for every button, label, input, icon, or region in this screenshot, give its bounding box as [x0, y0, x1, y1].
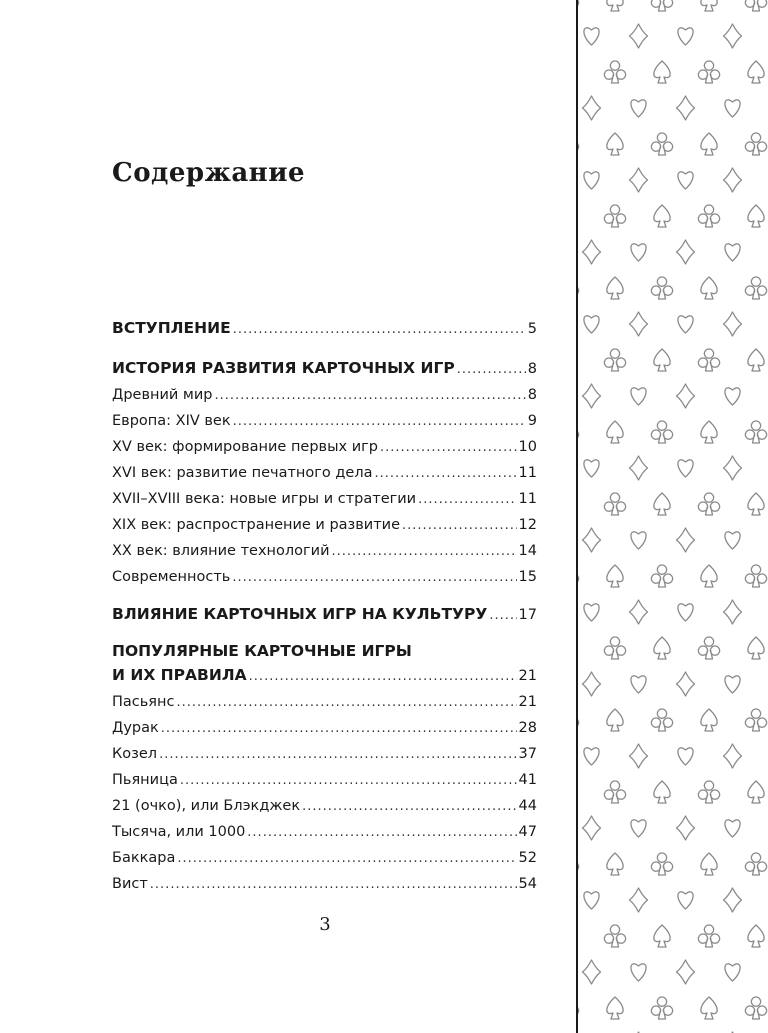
- toc-page-number: 54: [518, 876, 537, 892]
- toc-leader: [374, 464, 516, 484]
- toc-page-number: 47: [518, 824, 537, 840]
- spade-icon: [607, 997, 623, 1019]
- toc-label: XVI век: развитие печатного дела: [112, 465, 373, 481]
- club-icon: [745, 421, 766, 443]
- club-icon: [604, 493, 625, 515]
- heart-icon: [631, 820, 646, 837]
- toc-label: ВЛИЯНИЕ КАРТОЧНЫХ ИГР НА КУЛЬТУРУ: [112, 605, 488, 623]
- toc-entry[interactable]: [112, 744, 537, 764]
- toc-page-number: 52: [518, 850, 537, 866]
- heart-icon: [725, 676, 740, 693]
- toc-leader: [233, 320, 526, 340]
- toc-entry[interactable]: [112, 718, 537, 738]
- diamond-icon: [724, 456, 742, 480]
- heart-icon: [678, 748, 693, 765]
- spade-icon: [607, 421, 623, 443]
- club-icon: [604, 205, 625, 227]
- toc-entry-history[interactable]: [112, 358, 537, 378]
- spade-icon: [748, 493, 764, 515]
- diamond-icon: [724, 888, 742, 912]
- spade-icon: [748, 61, 764, 83]
- spade-icon: [701, 277, 717, 299]
- club-icon: [578, 421, 579, 443]
- diamond-icon: [583, 96, 601, 120]
- toc-page-number: 8: [527, 387, 537, 403]
- club-icon: [698, 493, 719, 515]
- diamond-icon: [630, 168, 648, 192]
- heart-icon: [725, 820, 740, 837]
- toc-label-line1: ПОПУЛЯРНЫЕ КАРТОЧНЫЕ ИГРЫ: [112, 642, 412, 660]
- diamond-icon: [677, 96, 695, 120]
- toc-label: Древний мир: [112, 387, 213, 403]
- toc-leader: [233, 412, 526, 432]
- club-icon: [745, 709, 766, 731]
- card-suit-pattern: [578, 0, 768, 1033]
- toc-leader: [380, 438, 517, 458]
- heart-icon: [631, 100, 646, 117]
- spade-icon: [654, 349, 670, 371]
- club-icon: [651, 853, 672, 875]
- club-icon: [604, 349, 625, 371]
- toc-leader: [332, 542, 517, 562]
- toc-leader: [418, 490, 516, 510]
- spade-icon: [748, 925, 764, 947]
- toc-label: Пьяница: [112, 772, 178, 788]
- club-icon: [745, 277, 766, 299]
- toc-label: Козел: [112, 746, 158, 762]
- toc-entry[interactable]: [112, 692, 537, 712]
- toc-page-number: 37: [518, 746, 537, 762]
- toc-label: Баккара: [112, 850, 176, 866]
- heart-icon: [631, 676, 646, 693]
- toc-page-number: 11: [518, 465, 537, 481]
- page-title: Содержание: [112, 158, 306, 188]
- spade-icon: [607, 709, 623, 731]
- spade-icon: [701, 709, 717, 731]
- heart-icon: [584, 172, 599, 189]
- spade-icon: [701, 133, 717, 155]
- toc-label: XX век: влияние технологий: [112, 543, 330, 559]
- toc-entry[interactable]: [112, 411, 537, 431]
- toc-page-number: 44: [518, 798, 537, 814]
- toc-page-number: 28: [518, 720, 537, 736]
- club-icon: [578, 853, 579, 875]
- spade-icon: [701, 997, 717, 1019]
- toc-leader: [249, 667, 517, 687]
- club-icon: [651, 997, 672, 1019]
- toc-label: Современность: [112, 569, 231, 585]
- heart-icon: [584, 748, 599, 765]
- heart-icon: [678, 172, 693, 189]
- spade-icon: [701, 565, 717, 587]
- diamond-icon: [583, 960, 601, 984]
- club-icon: [604, 781, 625, 803]
- toc-leader: [302, 797, 516, 817]
- toc-label: Европа: XIV век: [112, 413, 231, 429]
- club-icon: [745, 565, 766, 587]
- diamond-icon: [724, 24, 742, 48]
- diamond-icon: [724, 600, 742, 624]
- diamond-icon: [583, 816, 601, 840]
- club-icon: [651, 421, 672, 443]
- toc-leader: [150, 875, 517, 895]
- spade-icon: [701, 0, 717, 11]
- toc-entry[interactable]: [112, 848, 537, 868]
- spade-icon: [748, 205, 764, 227]
- heart-icon: [725, 964, 740, 981]
- heart-icon: [678, 28, 693, 45]
- club-icon: [745, 0, 766, 11]
- diamond-icon: [630, 888, 648, 912]
- heart-icon: [725, 532, 740, 549]
- diamond-icon: [630, 312, 648, 336]
- toc-page-number: 5: [527, 321, 537, 337]
- toc-label: 21 (очко), или Блэкджек: [112, 798, 301, 814]
- heart-icon: [584, 460, 599, 477]
- toc-label: Пасьянс: [112, 694, 175, 710]
- spade-icon: [607, 853, 623, 875]
- heart-icon: [631, 532, 646, 549]
- club-icon: [578, 565, 579, 587]
- toc-label: XV век: формирование первых игр: [112, 439, 378, 455]
- diamond-icon: [724, 312, 742, 336]
- heart-icon: [584, 28, 599, 45]
- club-icon: [651, 277, 672, 299]
- diamond-icon: [677, 816, 695, 840]
- toc-page-number: 15: [518, 569, 537, 585]
- toc-page-number: 41: [518, 772, 537, 788]
- toc-page-number: 21: [518, 694, 537, 710]
- club-icon: [698, 205, 719, 227]
- toc-label: Тысяча, или 1000: [112, 824, 246, 840]
- toc-page-number: 14: [518, 543, 537, 559]
- page-number: 3: [319, 914, 331, 935]
- heart-icon: [584, 316, 599, 333]
- toc-leader: [159, 745, 516, 765]
- spade-icon: [607, 0, 623, 11]
- spade-icon: [607, 133, 623, 155]
- toc-page-number: 17: [518, 607, 537, 623]
- spade-icon: [748, 637, 764, 659]
- heart-icon: [631, 964, 646, 981]
- club-icon: [698, 61, 719, 83]
- toc-entry[interactable]: [112, 770, 537, 790]
- heart-icon: [584, 604, 599, 621]
- toc-leader: [489, 606, 516, 626]
- club-icon: [578, 709, 579, 731]
- diamond-icon: [677, 528, 695, 552]
- spade-icon: [654, 205, 670, 227]
- toc-entry[interactable]: [112, 463, 537, 483]
- spade-icon: [654, 781, 670, 803]
- toc-page-number: 12: [518, 517, 537, 533]
- toc-leader: [177, 849, 516, 869]
- club-icon: [698, 349, 719, 371]
- toc-entry[interactable]: [112, 489, 537, 509]
- toc-entry[interactable]: [112, 874, 537, 894]
- toc-page-number: 21: [518, 668, 537, 684]
- club-icon: [698, 925, 719, 947]
- toc-leader: [402, 516, 517, 536]
- heart-icon: [631, 388, 646, 405]
- toc-page-number: 9: [527, 413, 537, 429]
- toc-label: ВСТУПЛЕНИЕ: [112, 319, 231, 337]
- diamond-icon: [724, 168, 742, 192]
- toc-label: XVII–XVIII века: новые игры и стратегии: [112, 491, 417, 507]
- toc-entry[interactable]: [112, 567, 537, 587]
- diamond-icon: [677, 672, 695, 696]
- toc-label: И ИХ ПРАВИЛА: [112, 666, 247, 684]
- toc-page-number: 11: [518, 491, 537, 507]
- diamond-icon: [724, 744, 742, 768]
- spade-icon: [701, 853, 717, 875]
- club-icon: [651, 0, 672, 11]
- toc-entry[interactable]: [112, 822, 537, 842]
- toc-entry[interactable]: [112, 515, 537, 535]
- toc-entry-culture[interactable]: [112, 604, 537, 624]
- club-icon: [578, 997, 579, 1019]
- heart-icon: [725, 100, 740, 117]
- spade-icon: [654, 637, 670, 659]
- suit-pattern-svg: [578, 0, 768, 1033]
- toc-label: XIX век: распространение и развитие: [112, 517, 401, 533]
- spade-icon: [607, 277, 623, 299]
- diamond-icon: [630, 600, 648, 624]
- club-icon: [578, 0, 579, 11]
- spade-icon: [748, 781, 764, 803]
- club-icon: [651, 565, 672, 587]
- diamond-icon: [583, 240, 601, 264]
- club-icon: [745, 133, 766, 155]
- club-icon: [745, 853, 766, 875]
- club-icon: [698, 781, 719, 803]
- diamond-icon: [630, 744, 648, 768]
- diamond-icon: [677, 384, 695, 408]
- club-icon: [604, 61, 625, 83]
- heart-icon: [631, 244, 646, 261]
- diamond-icon: [630, 456, 648, 480]
- toc-entry[interactable]: [112, 796, 537, 816]
- toc-entry-intro[interactable]: [112, 318, 537, 338]
- spade-icon: [748, 349, 764, 371]
- spade-icon: [607, 565, 623, 587]
- spade-icon: [654, 925, 670, 947]
- club-icon: [698, 637, 719, 659]
- toc-entry-popular-games[interactable]: [112, 665, 537, 685]
- club-icon: [651, 709, 672, 731]
- toc-leader: [232, 568, 516, 588]
- toc-leader: [457, 360, 526, 380]
- toc-entry[interactable]: [112, 385, 537, 405]
- spade-icon: [654, 493, 670, 515]
- spade-icon: [701, 421, 717, 443]
- club-icon: [578, 277, 579, 299]
- club-icon: [578, 133, 579, 155]
- toc-page-number: 10: [518, 439, 537, 455]
- toc-leader: [180, 771, 517, 791]
- toc-leader: [161, 719, 517, 739]
- diamond-icon: [583, 672, 601, 696]
- heart-icon: [725, 244, 740, 261]
- club-icon: [745, 997, 766, 1019]
- toc-page-number: 8: [527, 361, 537, 377]
- heart-icon: [678, 316, 693, 333]
- club-icon: [604, 637, 625, 659]
- heart-icon: [678, 892, 693, 909]
- heart-icon: [584, 892, 599, 909]
- club-icon: [604, 925, 625, 947]
- toc-label: ИСТОРИЯ РАЗВИТИЯ КАРТОЧНЫХ ИГР: [112, 359, 455, 377]
- diamond-icon: [677, 960, 695, 984]
- diamond-icon: [677, 240, 695, 264]
- spade-icon: [654, 61, 670, 83]
- heart-icon: [678, 604, 693, 621]
- toc-label: Дурак: [112, 720, 159, 736]
- toc-leader: [176, 693, 516, 713]
- toc-entry[interactable]: [112, 541, 537, 561]
- diamond-icon: [583, 384, 601, 408]
- toc-leader: [215, 386, 526, 406]
- heart-icon: [725, 388, 740, 405]
- diamond-icon: [630, 24, 648, 48]
- toc-leader: [247, 823, 516, 843]
- toc-label: Вист: [112, 876, 148, 892]
- toc-entry[interactable]: [112, 437, 537, 457]
- heart-icon: [678, 460, 693, 477]
- diamond-icon: [583, 528, 601, 552]
- club-icon: [651, 133, 672, 155]
